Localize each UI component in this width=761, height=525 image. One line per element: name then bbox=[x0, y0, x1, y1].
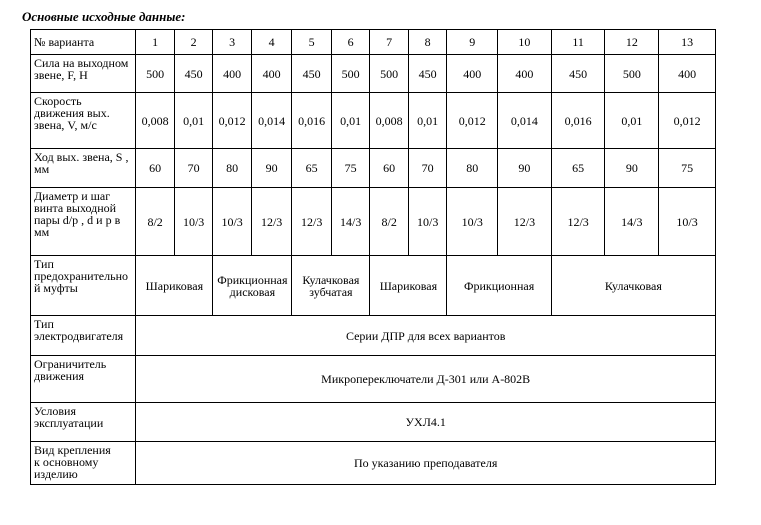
stroke-cell: 75 bbox=[659, 149, 716, 188]
speed-cell: 0,012 bbox=[213, 93, 252, 149]
force-cell: 400 bbox=[659, 55, 716, 93]
force-cell: 450 bbox=[292, 55, 332, 93]
row-label: Сила на выходном звене, F, Н bbox=[31, 55, 136, 93]
table-row-variant-number bbox=[31, 30, 716, 55]
row-label: Вид крепления к основному изделию bbox=[31, 442, 136, 485]
table-row-operating-conditions bbox=[31, 403, 716, 442]
table-row-motor-type bbox=[31, 316, 716, 356]
clutch-type-cell: Кулачковая зубчатая bbox=[292, 256, 370, 316]
speed-cell: 0,008 bbox=[370, 93, 409, 149]
mounting-type-cell: По указанию преподавателя bbox=[136, 442, 716, 485]
speed-cell: 0,016 bbox=[292, 93, 332, 149]
diameter-cell: 8/2 bbox=[370, 188, 409, 256]
stroke-cell: 60 bbox=[370, 149, 409, 188]
table-row-stroke bbox=[31, 149, 716, 188]
diameter-cell: 12/3 bbox=[498, 188, 552, 256]
row-label: № варианта bbox=[31, 30, 136, 55]
force-cell: 500 bbox=[605, 55, 659, 93]
stroke-cell: 70 bbox=[174, 149, 213, 188]
diameter-cell: 12/3 bbox=[292, 188, 332, 256]
force-cell: 450 bbox=[408, 55, 447, 93]
diameter-cell: 14/3 bbox=[331, 188, 370, 256]
variant-number-cell: 7 bbox=[370, 30, 409, 55]
force-cell: 500 bbox=[331, 55, 370, 93]
table-row-force bbox=[31, 55, 716, 93]
table-row-motion-limiter bbox=[31, 356, 716, 403]
row-label: Тип предохранительно й муфты bbox=[31, 256, 136, 316]
row-label: Ограничитель движения bbox=[31, 356, 136, 403]
clutch-type-cell: Фрикционная bbox=[447, 256, 551, 316]
stroke-cell: 70 bbox=[408, 149, 447, 188]
stroke-cell: 65 bbox=[551, 149, 605, 188]
diameter-cell: 12/3 bbox=[551, 188, 605, 256]
stroke-cell: 90 bbox=[251, 149, 292, 188]
diameter-cell: 10/3 bbox=[447, 188, 498, 256]
motion-limiter-cell: Микропереключатели Д-301 или А-802В bbox=[136, 356, 716, 403]
speed-cell: 0,01 bbox=[605, 93, 659, 149]
variant-number-cell: 4 bbox=[251, 30, 292, 55]
diameter-cell: 10/3 bbox=[659, 188, 716, 256]
table-row-diameter-pitch bbox=[31, 188, 716, 256]
force-cell: 450 bbox=[174, 55, 213, 93]
variant-number-cell: 8 bbox=[408, 30, 447, 55]
variant-number-cell: 2 bbox=[174, 30, 213, 55]
variant-number-cell: 13 bbox=[659, 30, 716, 55]
table-row-speed bbox=[31, 93, 716, 149]
source-data-table bbox=[30, 29, 716, 485]
speed-cell: 0,01 bbox=[408, 93, 447, 149]
speed-cell: 0,014 bbox=[251, 93, 292, 149]
variant-number-cell: 11 bbox=[551, 30, 605, 55]
stroke-cell: 90 bbox=[498, 149, 552, 188]
force-cell: 500 bbox=[136, 55, 175, 93]
stroke-cell: 80 bbox=[447, 149, 498, 188]
force-cell: 450 bbox=[551, 55, 605, 93]
speed-cell: 0,01 bbox=[174, 93, 213, 149]
clutch-type-cell: Шариковая bbox=[136, 256, 213, 316]
speed-cell: 0,012 bbox=[447, 93, 498, 149]
diameter-cell: 10/3 bbox=[213, 188, 252, 256]
diameter-cell: 14/3 bbox=[605, 188, 659, 256]
speed-cell: 0,008 bbox=[136, 93, 175, 149]
stroke-cell: 65 bbox=[292, 149, 332, 188]
clutch-type-cell: Фрикционная дисковая bbox=[213, 256, 292, 316]
stroke-cell: 75 bbox=[331, 149, 370, 188]
force-cell: 400 bbox=[498, 55, 552, 93]
motor-type-cell: Серии ДПР для всех вариантов bbox=[136, 316, 716, 356]
row-label: Диаметр и шаг винта выходной пары d/p , d и p в мм bbox=[31, 188, 136, 256]
diameter-cell: 10/3 bbox=[408, 188, 447, 256]
variant-number-cell: 12 bbox=[605, 30, 659, 55]
variant-number-cell: 1 bbox=[136, 30, 175, 55]
speed-cell: 0,012 bbox=[659, 93, 716, 149]
row-label: Условия эксплуатации bbox=[31, 403, 136, 442]
force-cell: 400 bbox=[447, 55, 498, 93]
stroke-cell: 60 bbox=[136, 149, 175, 188]
force-cell: 400 bbox=[251, 55, 292, 93]
speed-cell: 0,01 bbox=[331, 93, 370, 149]
operating-conditions-cell: УХЛ4.1 bbox=[136, 403, 716, 442]
table-row-mounting-type bbox=[31, 442, 716, 485]
row-label: Тип электродвигателя bbox=[31, 316, 136, 356]
clutch-type-cell: Кулачковая bbox=[551, 256, 715, 316]
clutch-type-cell: Шариковая bbox=[370, 256, 447, 316]
variant-number-cell: 10 bbox=[498, 30, 552, 55]
force-cell: 400 bbox=[213, 55, 252, 93]
variant-number-cell: 6 bbox=[331, 30, 370, 55]
row-label: Скорость движения вых. звена, V, м/с bbox=[31, 93, 136, 149]
variant-number-cell: 3 bbox=[213, 30, 252, 55]
variant-number-cell: 9 bbox=[447, 30, 498, 55]
page-heading: Основные исходные данные: bbox=[22, 9, 186, 24]
row-label: Ход вых. звена, S , мм bbox=[31, 149, 136, 188]
speed-cell: 0,016 bbox=[551, 93, 605, 149]
stroke-cell: 90 bbox=[605, 149, 659, 188]
speed-cell: 0,014 bbox=[498, 93, 552, 149]
diameter-cell: 8/2 bbox=[136, 188, 175, 256]
diameter-cell: 12/3 bbox=[251, 188, 292, 256]
stroke-cell: 80 bbox=[213, 149, 252, 188]
diameter-cell: 10/3 bbox=[174, 188, 213, 256]
variant-number-cell: 5 bbox=[292, 30, 332, 55]
force-cell: 500 bbox=[370, 55, 409, 93]
table-row-clutch-type bbox=[31, 256, 716, 316]
